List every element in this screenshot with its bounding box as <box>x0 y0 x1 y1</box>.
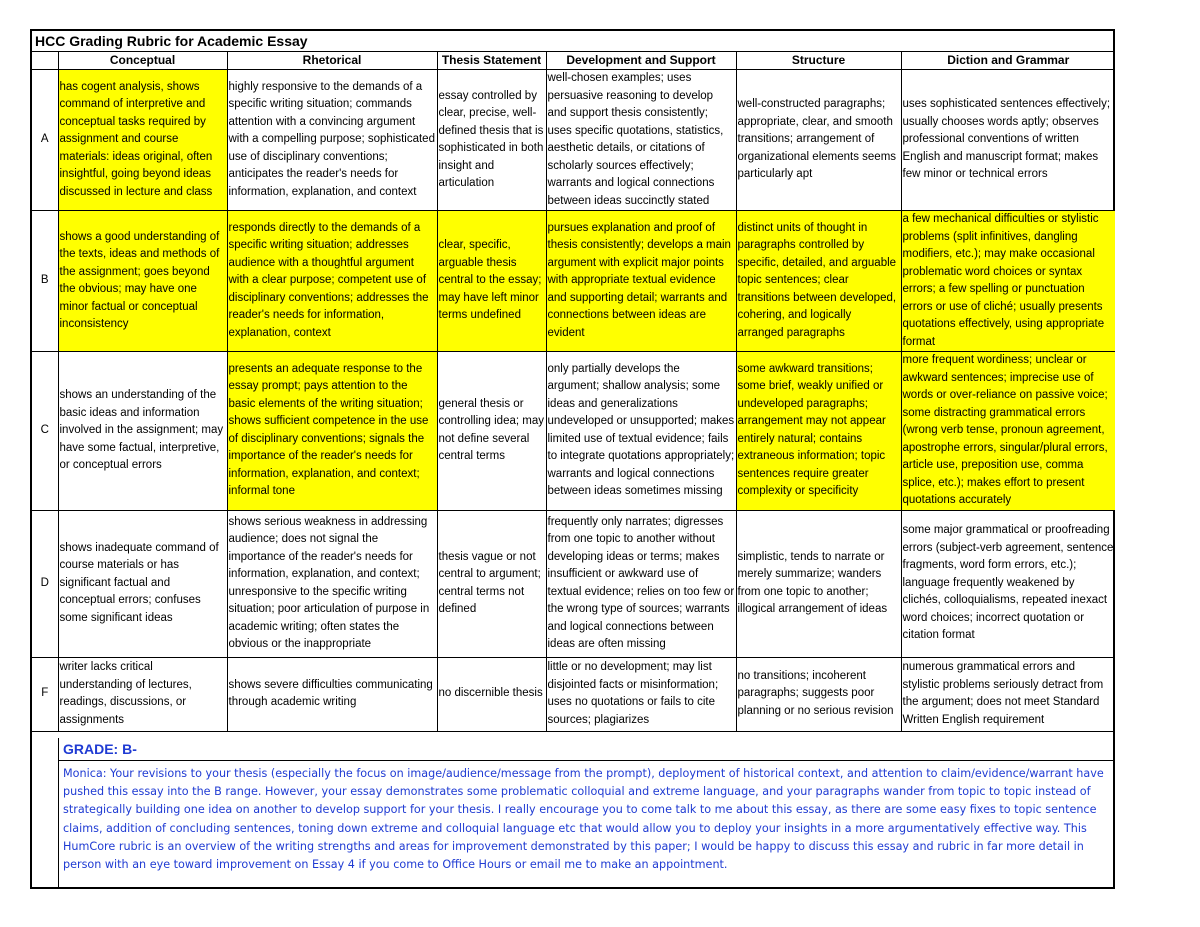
cell-thesis: general thesis or controlling idea; may not define several central terms <box>437 352 546 511</box>
rubric-row-f <box>32 657 1115 731</box>
rubric-row-b <box>32 211 1115 352</box>
cell-thesis: thesis vague or not central to argument; central terms not defined <box>437 510 546 657</box>
cell-rhetorical: shows serious weakness in addressing audience; does not signal the importance of the reader's needs for information, explanation, and context; unresponsive to the specific writing situation; poor articulation of purpose in academic writing; often states the obvious or the inappropriate <box>227 510 437 657</box>
cell-conceptual: shows a good understanding of the texts, ideas and methods of the assignment; goes beyond the obvious; may have one minor factual or conceptual inconsistency <box>58 211 227 352</box>
rubric-title: HCC Grading Rubric for Academic Essay <box>32 31 1113 52</box>
cell-conceptual: has cogent analysis, shows command of interpretive and conceptual tasks required by assignment and course materials: ideas original, often insightful, going beyond ideas discussed in lecture and class <box>58 70 227 211</box>
header-rhetorical: Rhetorical <box>227 52 437 70</box>
cell-thesis: clear, specific, arguable thesis central to the essay; may have left minor terms undefined <box>437 211 546 352</box>
cell-rhetorical: shows severe difficulties communicating through academic writing <box>227 657 437 731</box>
cell-structure: distinct units of thought in paragraphs controlled by specific, detailed, and arguable topic sentences; clear transitions between developed, cohering, and logically arranged paragraphs <box>736 211 901 352</box>
instructor-comment: Monica: Your revisions to your thesis (especially the focus on image/audience/message from the prompt), deployment of historical context, and attention to claim/evidence/warrant have pushed this essay into the B range. However, your essay demonstrates some problematic colloquial and extreme language, and your paragraphs wander from topic to topic instead of strategically building one idea on another to develop support for your thesis. I really encourage you to come talk to me about this essay, as there are some easy fixes to topic sentence claims, addition of concluding sentences, toning down extreme and colloquial language etc that would allow you to deploy your insights in a more argumentatively effective way. This HumCore rubric is an overview of the writing strengths and areas for improvement demonstrated by this paper; I would be happy to discuss this essay and rubric in far more detail in person with an eye toward improvement on Essay 4 if you come to Office Hours or email me to make an appointment. <box>63 767 1104 872</box>
rubric-row-d <box>32 510 1115 657</box>
cell-development: pursues explanation and proof of thesis consistently; develops a main argument with explicit major points with appropriate textual evidence and supporting detail; warrants and connections between ideas are evident <box>546 211 736 352</box>
header-structure: Structure <box>736 52 901 70</box>
cell-structure: well-constructed paragraphs; appropriate, clear, and smooth transitions; arrangement of organizational elements seems particularly apt <box>736 70 901 211</box>
rubric-table <box>32 52 1115 732</box>
cell-diction: uses sophisticated sentences effectively; usually chooses words aptly; observes professional conventions of written English and manuscript format; makes few minor or technical errors <box>901 70 1115 211</box>
cell-development: only partially develops the argument; shallow analysis; some ideas and generalizations undeveloped or unsupported; makes limited use of textual evidence; fails to integrate quotations appropriately; warrants and logical connections between ideas sometimes missing <box>546 352 736 511</box>
cell-structure: no transitions; incoherent paragraphs; suggests poor planning or no serious revision <box>736 657 901 731</box>
rubric-sheet <box>30 29 1115 889</box>
header-row <box>32 52 1115 70</box>
cell-conceptual: writer lacks critical understanding of lectures, readings, discussions, or assignments <box>58 657 227 731</box>
header-corner <box>32 52 58 70</box>
cell-development: little or no development; may list disjointed facts or misinformation; uses no quotations or fails to cite sources; plagiarizes <box>546 657 736 731</box>
header-development-support: Development and Support <box>546 52 736 70</box>
cell-development: frequently only narrates; digresses from one topic to another without developing ideas or terms; makes insufficient or awkward use of textual evidence; relies on too few or the wrong type of sources; warrants and logical connections between ideas are often missing <box>546 510 736 657</box>
grade-letter: F <box>32 657 58 731</box>
cell-conceptual: shows an understanding of the basic ideas and information involved in the assignment; may have some factual, interpretive, or conceptual errors <box>58 352 227 511</box>
grade-letter: B <box>32 211 58 352</box>
cell-rhetorical: responds directly to the demands of a specific writing situation; addresses audience with a thoughtful argument with a clear purpose; competent use of disciplinary conventions; addresses the reader's needs for information, explanation, context <box>227 211 437 352</box>
rubric-row-a <box>32 70 1115 211</box>
cell-thesis: essay controlled by clear, precise, well-defined thesis that is sophisticated in both insight and articulation <box>437 70 546 211</box>
cell-rhetorical: presents an adequate response to the essay prompt; pays attention to the basic elements of the writing situation; shows sufficient competence in the use of disciplinary conventions; signals the importance of the reader's needs for information, explanation, and context; informal tone <box>227 352 437 511</box>
cell-diction: a few mechanical difficulties or stylistic problems (split infinitives, dangling modifiers, etc.); may make occasional problematic word choices or syntax errors; a few spelling or punctuation errors or use of cliché; usually presents quotations effectively, using appropriate format <box>901 211 1115 352</box>
cell-development: well-chosen examples; uses persuasive reasoning to develop and support thesis consistently; uses specific quotations, statistics, aesthetic details, or citations of scholarly sources effectively; warrants and logical connections between ideas succinctly stated <box>546 70 736 211</box>
grade-letter: D <box>32 510 58 657</box>
header-diction-grammar: Diction and Grammar <box>901 52 1115 70</box>
grade-letter: A <box>32 70 58 211</box>
grade-letter: C <box>32 352 58 511</box>
grade-section <box>58 738 1113 887</box>
cell-structure: some awkward transitions; some brief, weakly unified or undeveloped paragraphs; arrangement may not appear entirely natural; contains extraneous information; topic sentences require greater complexity or specificity <box>736 352 901 511</box>
header-conceptual: Conceptual <box>58 52 227 70</box>
cell-rhetorical: highly responsive to the demands of a specific writing situation; commands attention with a convincing argument with a compelling purpose; sophisticated use of disciplinary conventions; anticipates the reader's needs for information, explanation, and context <box>227 70 437 211</box>
header-thesis-statement: Thesis Statement <box>437 52 546 70</box>
rubric-row-c <box>32 352 1115 511</box>
cell-conceptual: shows inadequate command of course materials or has significant factual and conceptual errors; confuses some significant ideas <box>58 510 227 657</box>
cell-thesis: no discernible thesis <box>437 657 546 731</box>
grade-label: GRADE: B- <box>59 738 1113 761</box>
cell-diction: numerous grammatical errors and stylistic problems seriously detract from the argument; does not meet Standard Written English requirement <box>901 657 1115 731</box>
cell-diction: some major grammatical or proofreading errors (subject-verb agreement, sentence fragments, word form errors, etc.); language frequently weakened by clichés, colloquialisms, repeated inexact word choices; incorrect quotation or citation format <box>901 510 1115 657</box>
cell-diction: more frequent wordiness; unclear or awkward sentences; imprecise use of words or over-reliance on passive voice; some distracting grammatical errors (wrong verb tense, pronoun agreement, apostrophe errors, singular/plural errors, article use, preposition use, comma splice, etc.); makes effort to present quotations accurately <box>901 352 1115 511</box>
cell-structure: simplistic, tends to narrate or merely summarize; wanders from one topic to another; illogical arrangement of ideas <box>736 510 901 657</box>
